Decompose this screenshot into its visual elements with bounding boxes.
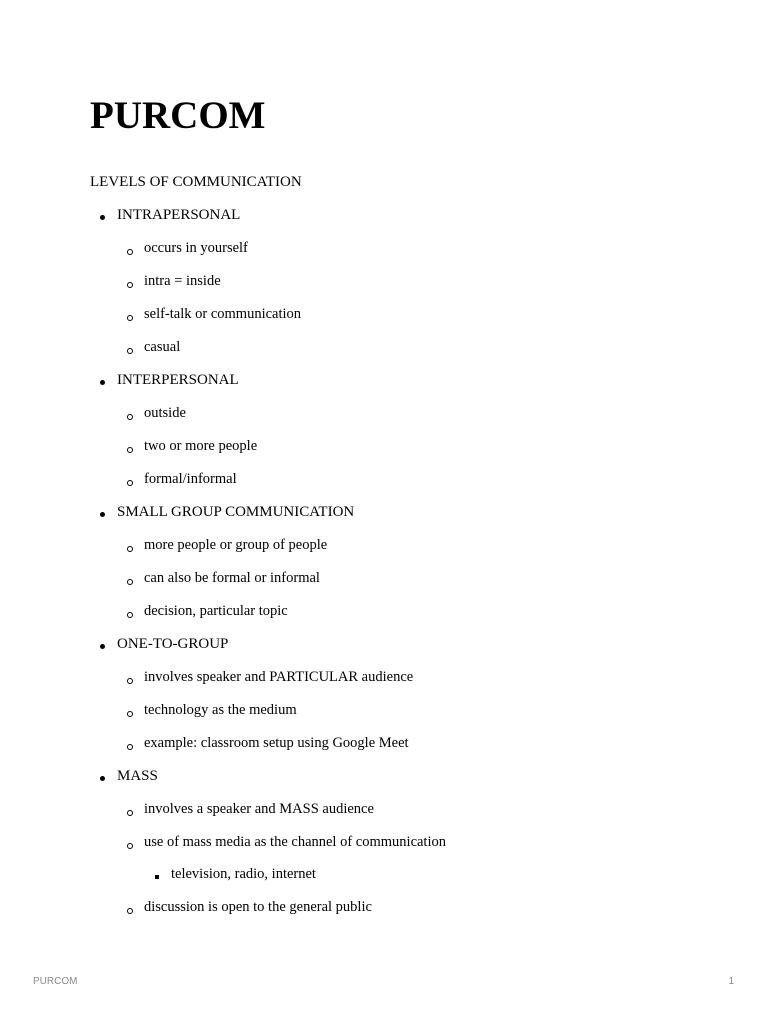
list-item: involves speaker and PARTICULAR audience xyxy=(117,653,710,686)
footer-document-name: PURCOM xyxy=(33,976,78,987)
level-label: SMALL GROUP COMMUNICATION xyxy=(117,504,355,520)
levels-list xyxy=(90,191,710,916)
level-points xyxy=(117,389,710,488)
list-item: example: classroom setup using Google Meet xyxy=(117,719,710,752)
list-item: more people or group of people xyxy=(117,521,710,554)
level-label: MASS xyxy=(117,768,158,784)
list-item: can also be formal or informal xyxy=(117,554,710,587)
list-item: formal/informal xyxy=(117,455,710,488)
list-item: use of mass media as the channel of communication television, radio, internet xyxy=(117,818,710,883)
level-label: INTERPERSONAL xyxy=(117,372,239,388)
level-label: INTRAPERSONAL xyxy=(117,207,241,223)
list-item: technology as the medium xyxy=(117,686,710,719)
level-item-one-to-group xyxy=(90,620,710,752)
level-points xyxy=(117,521,710,620)
level-item-interpersonal xyxy=(90,356,710,488)
list-item: outside xyxy=(117,389,710,422)
level-points xyxy=(117,785,710,916)
level-item-intrapersonal xyxy=(90,191,710,356)
footer-page-number: 1 xyxy=(728,976,734,987)
list-item: decision, particular topic xyxy=(117,587,710,620)
level-points xyxy=(117,653,710,752)
level-item-small-group xyxy=(90,488,710,620)
section-heading: LEVELS OF COMMUNICATION xyxy=(90,174,302,190)
document-body xyxy=(90,94,710,916)
list-item: involves a speaker and MASS audience xyxy=(117,785,710,818)
list-item: intra = inside xyxy=(117,257,710,290)
list-item: self-talk or communication xyxy=(117,290,710,323)
list-item: two or more people xyxy=(117,422,710,455)
list-item: casual xyxy=(117,323,710,356)
list-item: television, radio, internet xyxy=(144,851,710,883)
sub-points xyxy=(144,851,710,883)
level-label: ONE-TO-GROUP xyxy=(117,636,229,652)
document-title: PURCOM xyxy=(90,94,266,137)
level-points xyxy=(117,224,710,356)
level-item-mass xyxy=(90,752,710,916)
list-item: occurs in yourself xyxy=(117,224,710,257)
list-item: discussion is open to the general public xyxy=(117,883,710,916)
